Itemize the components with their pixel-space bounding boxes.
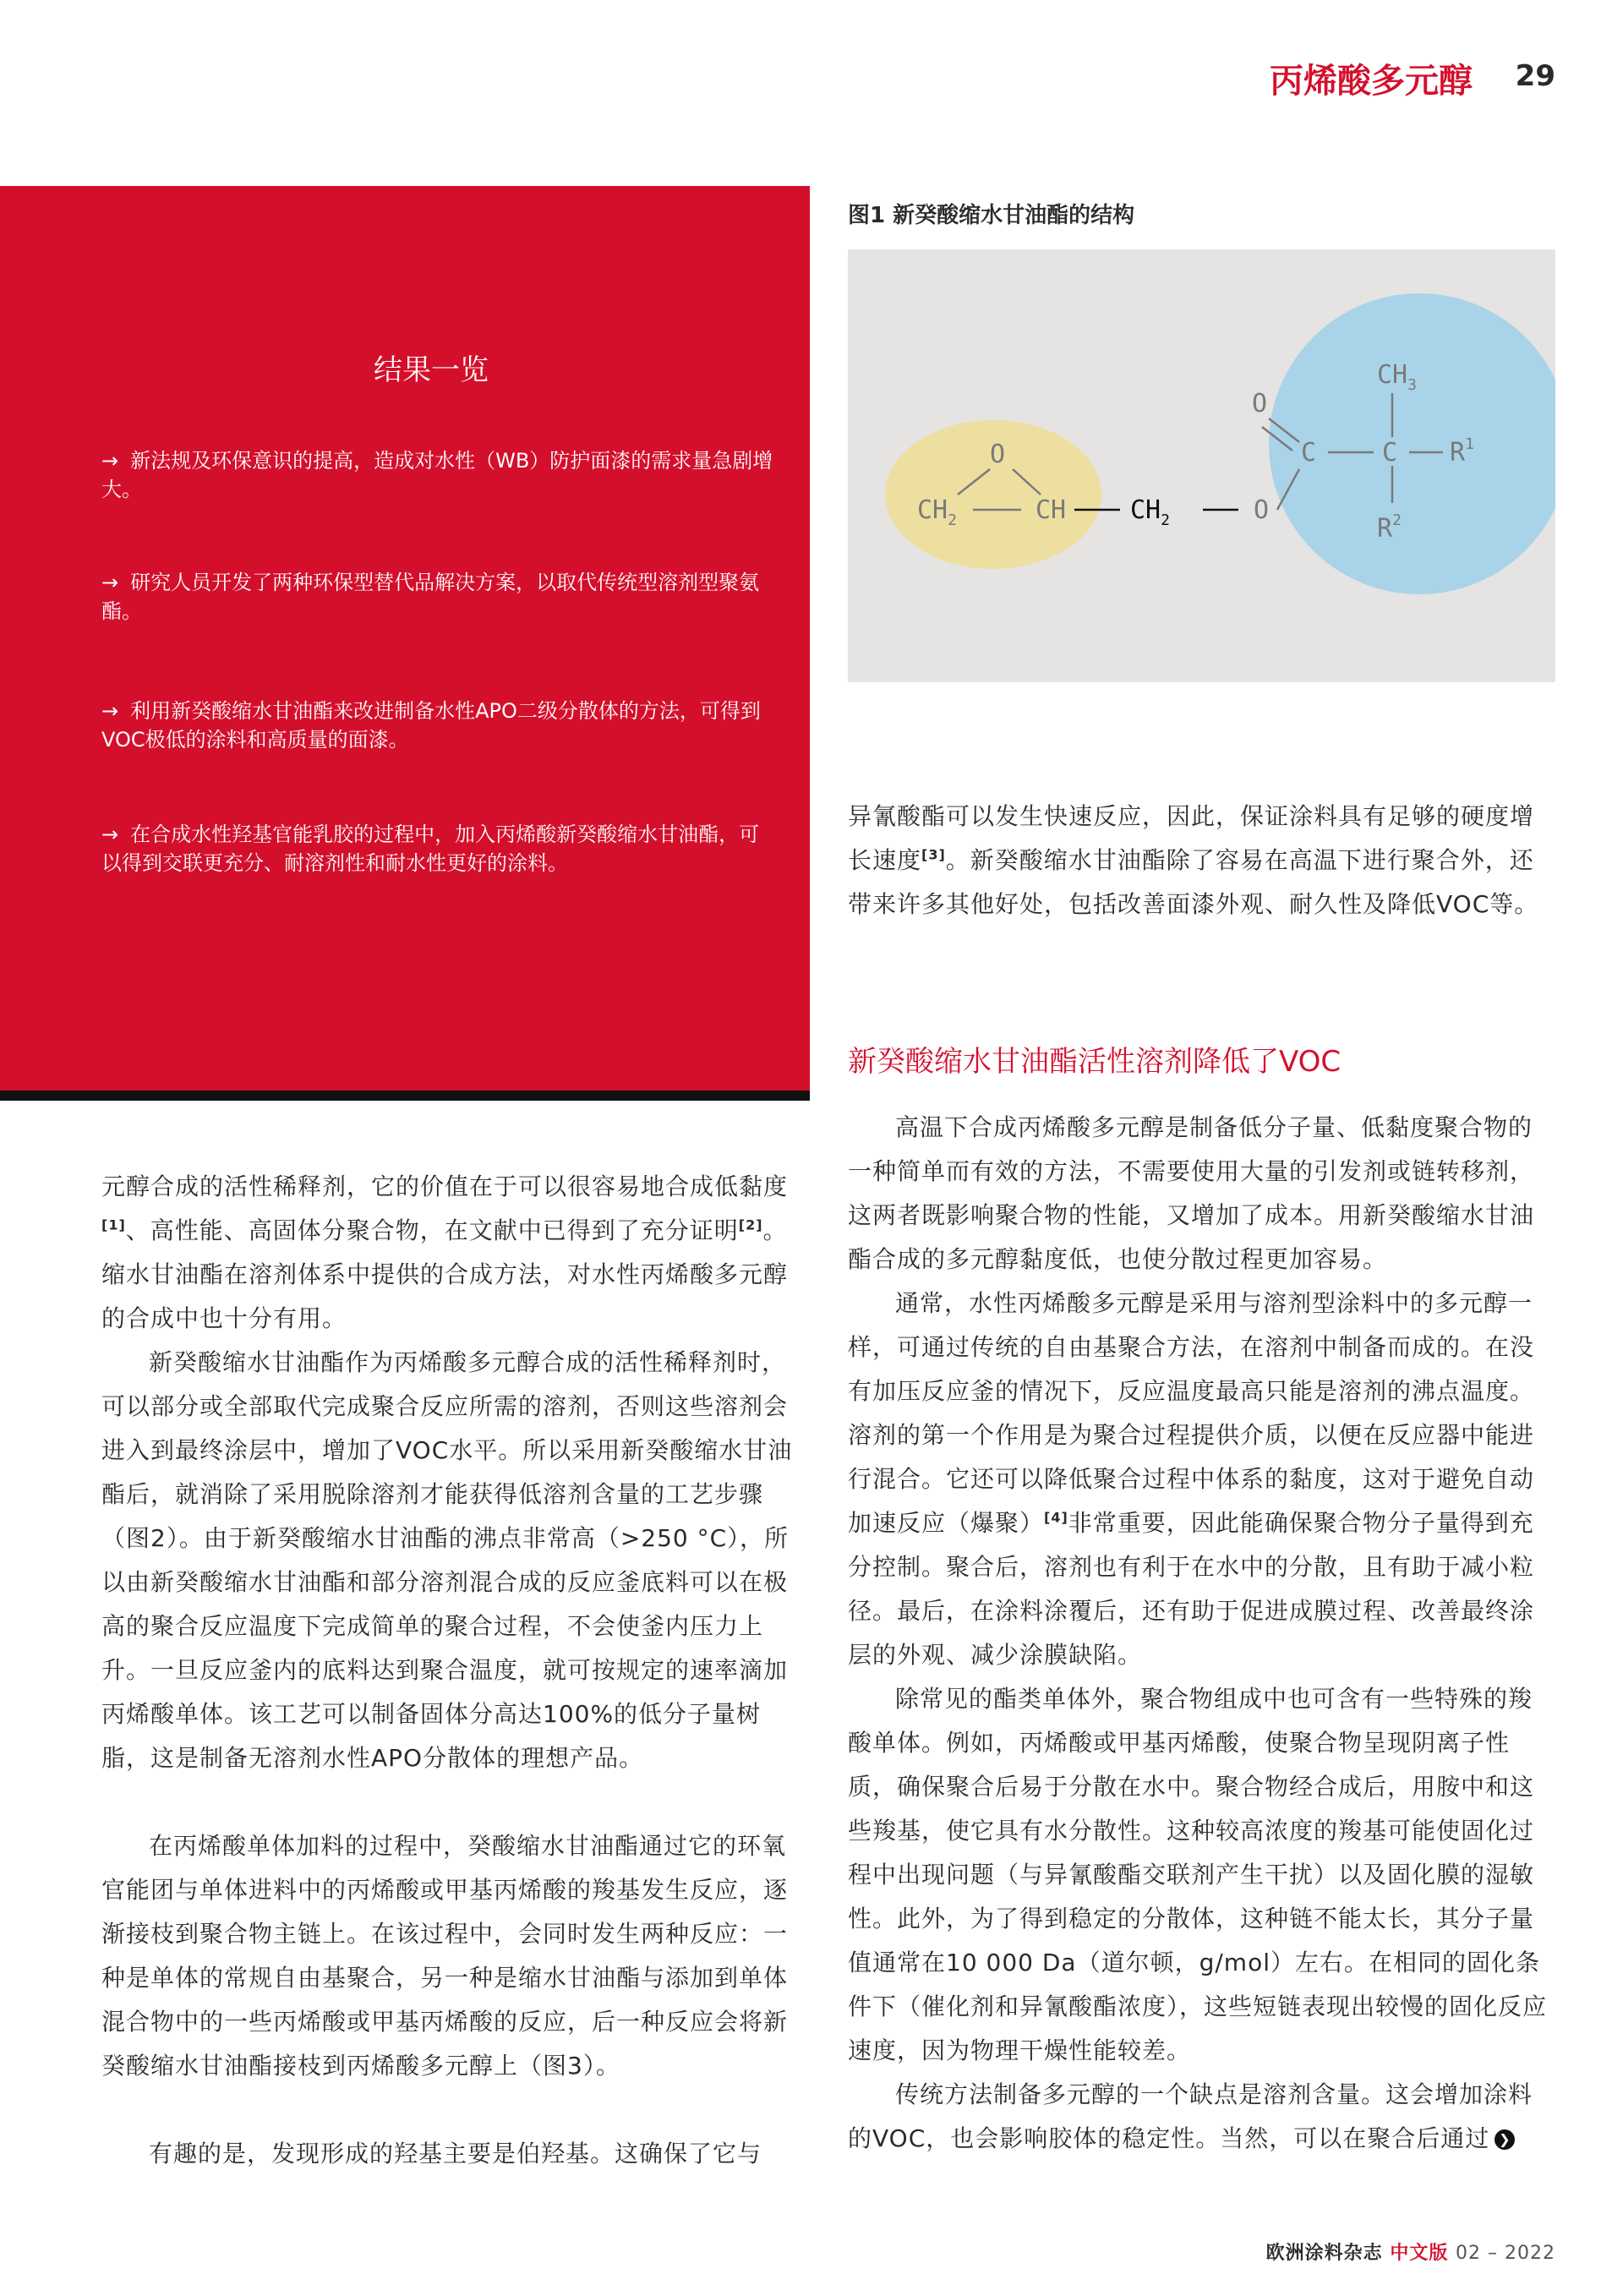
summary-box xyxy=(0,186,810,1091)
body-paragraph: 高温下合成丙烯酸多元醇是制备低分子量、低黏度聚合物的一种简单而有效的方法，不需要使用大量的引发剂或链转移剂，这两者既影响聚合物的性能，又增加了成本。用新癸酸缩水甘油酯合成的多元醇黏度低，也使分散过程更加容易。 xyxy=(848,1113,1535,1273)
atom-ch-ring: CH xyxy=(1036,495,1067,525)
issue-date: 02 – 2022 xyxy=(1456,2243,1555,2264)
atom-r1: $R^1$ xyxy=(1450,435,1474,467)
atom-carbon-carbonyl: C xyxy=(1301,438,1317,467)
summary-title: 结果一览 xyxy=(374,353,489,387)
atom-ch2-ring: $CH_2$ xyxy=(917,495,957,529)
journal-name: 欧洲涂料杂志 xyxy=(1265,2243,1383,2264)
summary-item xyxy=(101,820,778,877)
citation: [4] xyxy=(1044,1509,1068,1526)
arrow-right-icon: → xyxy=(101,823,119,846)
section-title: 丙烯酸多元醇 xyxy=(1270,62,1473,101)
atom-r2: $R^2$ xyxy=(1377,511,1402,544)
summary-item-text: 研究人员开发了两种环保型替代品解决方案，以取代传统型溶剂型聚氨酯。 xyxy=(101,571,760,623)
summary-item xyxy=(101,568,778,626)
citation: [2] xyxy=(738,1216,763,1233)
summary-box-bottom-bar xyxy=(0,1091,810,1101)
summary-item-text: 在合成水性羟基官能乳胶的过程中，加入丙烯酸新癸酸缩水甘油酯，可以得到交联更充分、耐溶剂性和耐水性更好的涂料。 xyxy=(101,823,760,875)
summary-item xyxy=(101,446,778,504)
atom-carbon-quaternary: C xyxy=(1382,438,1398,467)
body-paragraph: 异氰酸酯可以发生快速反应，因此，保证涂料具有足够的硬度增长速度[3]。新癸酸缩水甘油酯除了容易在高温下进行聚合外，还带来许多其他好处，包括改善面漆外观、耐久性及降低VOC等。 xyxy=(848,802,1539,918)
body-paragraph: 传统方法制备多元醇的一个缺点是溶剂含量。这会增加涂料的VOC，也会影响胶体的稳定性。当然，可以在聚合后通过 ❯ xyxy=(848,2080,1533,2152)
arrow-right-icon: → xyxy=(101,699,119,723)
section-heading: 新癸酸缩水甘油酯活性溶剂降低了VOC xyxy=(848,1045,1342,1079)
body-paragraph: 元醇合成的活性稀释剂，它的价值在于可以很容易地合成低黏度[1]、高性能、高固体分聚合物，在文献中已得到了充分证明[2]。缩水甘油酯在溶剂体系中提供的合成方法，对水性丙烯酸多元醇的合成中也十分有用。 xyxy=(101,1173,789,1332)
figure-caption: 图1 新癸酸缩水甘油酯的结构 xyxy=(848,203,1135,228)
figure-panel xyxy=(848,249,1555,682)
footer xyxy=(1266,2239,1555,2265)
body-paragraph: 有趣的是，发现形成的羟基主要是伯羟基。这确保了它与 xyxy=(149,2140,762,2168)
arrow-right-icon: → xyxy=(101,449,119,473)
atom-oxygen-carbonyl: O xyxy=(1252,389,1268,418)
atom-oxygen-ester: O xyxy=(1254,495,1270,525)
body-paragraph: 在丙烯酸单体加料的过程中，癸酸缩水甘油酯通过它的环氧官能团与单体进料中的丙烯酸或甲基丙烯酸的羧基发生反应，逐渐接枝到聚合物主链上。在该过程中，会同时发生两种反应：一种是单体的常规自由基聚合，另一种是缩水甘油酯与添加到单体混合物中的一些丙烯酸或甲基丙烯酸的反应，后一种反应会将新癸酸缩水甘油酯接枝到丙烯酸多元醇上（图3）。 xyxy=(101,1832,789,2080)
body-paragraph: 除常见的酯类单体外，聚合物组成中也可含有一些特殊的羧酸单体。例如，丙烯酸或甲基丙烯酸，使聚合物呈现阴离子性质，确保聚合后易于分散在水中。聚合物经合成后，用胺中和这些羧基，使它具有水分散性。这种较高浓度的羧基可能使固化过程中出现问题（与异氰酸酯交联剂产生干扰）以及固化膜的湿敏性。此外，为了得到稳定的分散体，这种链不能太长，其分子量值通常在10 000 Da（道尔顿，g/mol）左右。在相同的固化条件下（催化剂和异氰酸酯浓度），这些短链表现出较慢的固化反应速度，因为物理干燥性能较差。 xyxy=(848,1685,1548,2064)
atom-oxygen-epoxide: O xyxy=(990,440,1006,469)
summary-item-text: 新法规及环保意识的提高，造成对水性（WB）防护面漆的需求量急剧增大。 xyxy=(101,449,773,501)
citation: [1] xyxy=(101,1216,126,1233)
atom-ch3: $CH_3$ xyxy=(1377,360,1417,394)
page-number: 29 xyxy=(1515,59,1555,93)
arrow-right-icon: → xyxy=(101,571,119,594)
summary-item-text: 利用新癸酸缩水甘油酯来改进制备水性APO二级分散体的方法，可得到VOC极低的涂料和高质量的面漆。 xyxy=(101,699,761,752)
body-paragraph: 通常，水性丙烯酸多元醇是采用与溶剂型涂料中的多元醇一样，可通过传统的自由基聚合方法，在溶剂中制备而成的。在没有加压反应釜的情况下，反应温度最高只能是溶剂的沸点温度。溶剂的第一个作用是为聚合过程提供介质，以便在反应器中能进行混合。它还可以降低聚合过程中体系的黏度，这对于避免自动加速反应（爆聚）[4]非常重要，因此能确保聚合物分子量得到充分控制。聚合后，溶剂也有利于在水中的分散，且有助于减小粒径。最后，在涂料涂覆后，还有助于促进成膜过程、改善最终涂层的外观、减少涂膜缺陷。 xyxy=(848,1289,1535,1669)
atom-ch2-linker: $CH_2$ xyxy=(1130,495,1170,529)
body-paragraph: 新癸酸缩水甘油酯作为丙烯酸多元醇合成的活性稀释剂时，可以部分或全部取代完成聚合反应所需的溶剂，否则这些溶剂会进入到最终涂层中，增加了VOC水平。所以采用新癸酸缩水甘油酯后，就消除了采用脱除溶剂才能获得低溶剂含量的工艺步骤（图2）。由于新癸酸缩水甘油酯的沸点非常高（>250 °C），所以由新癸酸缩水甘油酯和部分溶剂混合成的反应釜底料可以在极高的聚合反应温度下完成简单的聚合过程，不会使釜内压力上升。一旦反应釜内的底料达到聚合温度，就可按规定的速率滴加丙烯酸单体。该工艺可以制备固体分高达100%的低分子量树脂，这是制备无溶剂水性APO分散体的理想产品。 xyxy=(101,1348,793,1772)
continue-arrow-icon: ❯ xyxy=(1495,2129,1515,2150)
edition-label: 中文版 xyxy=(1390,2243,1449,2264)
summary-item xyxy=(101,697,778,754)
citation: [3] xyxy=(921,846,946,863)
glycidyl-ester-structure xyxy=(848,249,1555,682)
